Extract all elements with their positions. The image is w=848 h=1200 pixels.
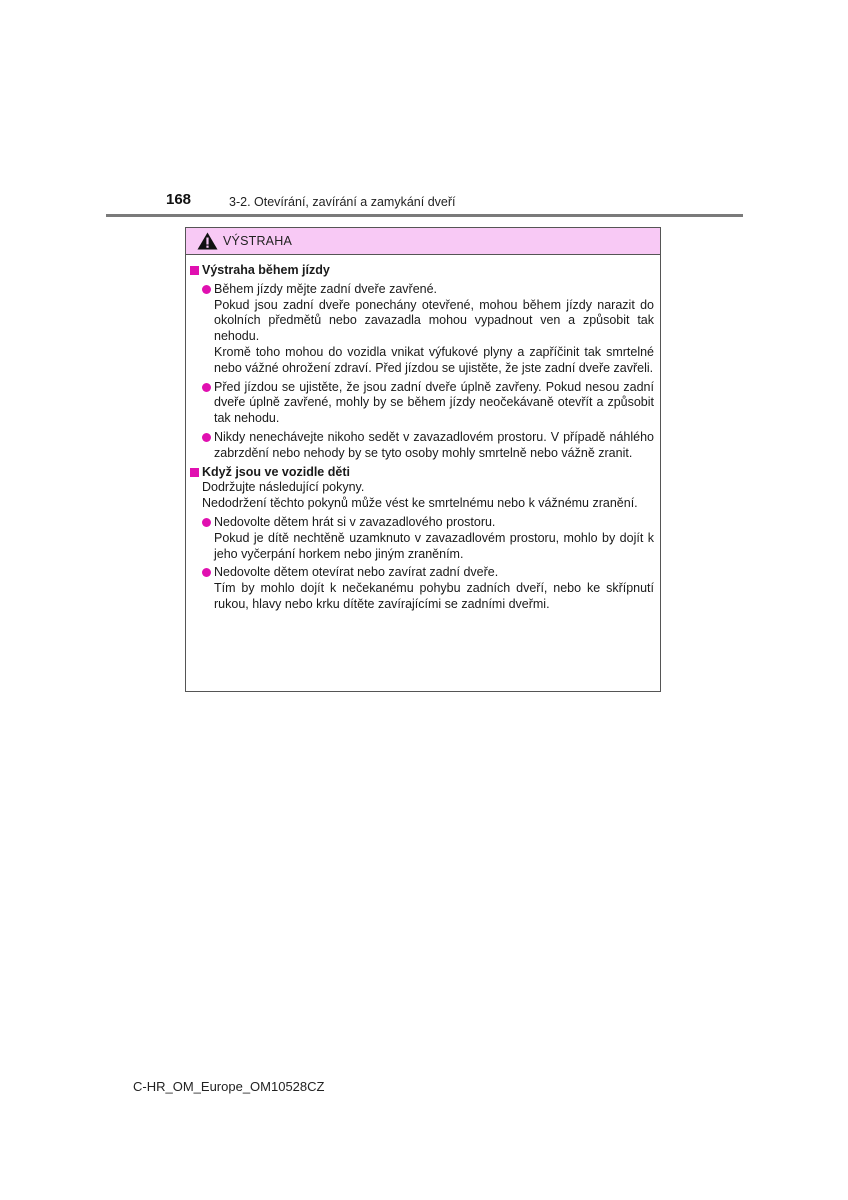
list-item — [202, 380, 654, 427]
square-bullet-icon — [190, 266, 199, 275]
list-item — [202, 515, 654, 562]
list-item — [202, 430, 654, 462]
section-title: 3-2. Otevírání, zavírání a zamykání dveří — [229, 195, 456, 209]
warning-title: VÝSTRAHA — [223, 234, 292, 248]
bullet-text: Nedovolte dětem hrát si v zavazadlového prostoru. Pokud je dítě nechtěně uzamknuto v zavazadlovém prostoru, mohlo by dojít k jeho vyčerpání horkem nebo jiným zraněním. — [214, 514, 654, 561]
list-item — [202, 565, 654, 612]
round-bullet-icon — [202, 518, 211, 527]
header-divider — [106, 214, 743, 217]
round-bullet-icon — [202, 568, 211, 577]
page-number: 168 — [166, 191, 192, 208]
round-bullet-icon — [202, 433, 211, 442]
section-heading-text: Výstraha během jízdy — [202, 263, 330, 277]
square-bullet-icon — [190, 468, 199, 477]
warning-box — [185, 227, 661, 692]
round-bullet-icon — [202, 383, 211, 392]
bullet-text: Před jízdou se ujistěte, že jsou zadní dveře úplně zavřeny. Pokud nesou zadní dveře úplně zavřené, mohly by se během jízdy neočekávaně otevřít a způsobit tak nehodu. — [214, 379, 654, 426]
bullet-text: Nedovolte dětem otevírat nebo zavírat zadní dveře. Tím by mohlo dojít k nečekanému pohybu zadních dveří, nebo ke skřípnutí rukou, hlavy nebo krku dítěte zavírajícími se zadními dveřmi. — [214, 565, 654, 611]
warning-body — [186, 255, 660, 613]
bullet-text: Nikdy nenechávejte nikoho sedět v zavazadlovém prostoru. V případě náhlého zabrzdění nebo nehody by se tyto osoby mohly smrtelně nebo vážně zranit. — [214, 429, 654, 460]
round-bullet-icon — [202, 285, 211, 294]
section-driving-warning — [190, 263, 654, 462]
warning-triangle-icon — [197, 232, 218, 250]
section-heading — [190, 465, 654, 481]
section-intro: Dodržujte následující pokyny. Nedodržení těchto pokynů může vést ke smrtelnému nebo k vážnému zranění. — [202, 480, 638, 511]
warning-header — [186, 228, 660, 255]
document-code: C-HR_OM_Europe_OM10528CZ — [133, 1079, 325, 1094]
list-item — [202, 282, 654, 377]
bullet-text: Během jízdy mějte zadní dveře zavřené. Pokud jsou zadní dveře ponechány otevřené, mohou během jízdy narazit do okolních předmětů nebo zavazadla mohou vypadnout ven a způsobit tak nehodu. Kromě toho mohou do vozidla vnikat výfukové plyny a zapříčinit tak smrtelné nebo vážné ohrožení zdraví. Před jízdou se ujistěte, že jste zadní dveře zavřeli. — [214, 281, 654, 375]
section-children — [190, 465, 654, 613]
section-heading — [190, 263, 654, 279]
section-heading-text: Když jsou ve vozidle děti — [202, 464, 350, 479]
